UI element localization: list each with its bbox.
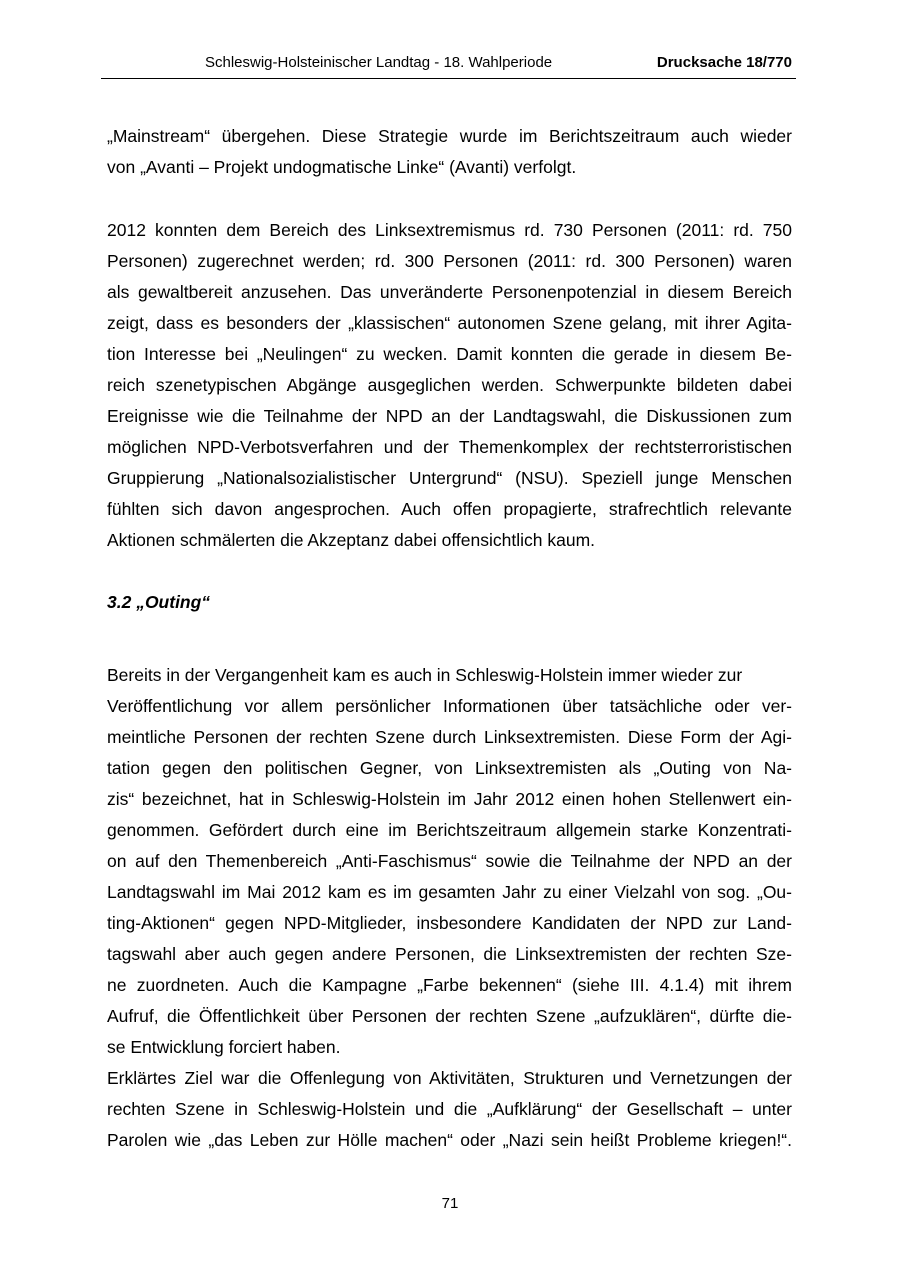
text-line: Gruppierung „Nationalsozialistischer Untergrund“ (NSU). Speziell junge Menschen [107, 468, 792, 488]
paragraph-1 [107, 121, 792, 183]
text-line: reich szenetypischen Abgänge ausgeglichen werden. Schwerpunkte bildeten dabei [107, 375, 792, 395]
text-line: Personen) zugerechnet werden; rd. 300 Personen (2011: rd. 300 Personen) waren [107, 251, 792, 271]
text-line: Aktionen schmälerten die Akzeptanz dabei offensichtlich kaum. [107, 530, 596, 550]
text-line: Ereignisse wie die Teilnahme der NPD an der Landtagswahl, die Diskussionen zum [107, 406, 792, 426]
text-line: meintliche Personen der rechten Szene durch Linksextremisten. Diese Form der Agi- [107, 727, 792, 747]
text-line: ting-Aktionen“ gegen NPD-Mitglieder, insbesondere Kandidaten der NPD zur Land- [107, 913, 792, 933]
text-line: on auf den Themenbereich „Anti-Faschismus“ sowie die Teilnahme der NPD an der [107, 851, 792, 871]
text-line: Aufruf, die Öffentlichkeit über Personen der rechten Szene „aufzuklären“, dürfte die- [107, 1006, 792, 1026]
text-line: zeigt, dass es besonders der „klassischen“ autonomen Szene gelang, mit ihrer Agita- [107, 313, 792, 333]
page-header [101, 50, 796, 79]
text-line: tation gegen den politischen Gegner, von Linksextremisten als „Outing von Na- [107, 758, 792, 778]
text-line: „Mainstream“ übergehen. Diese Strategie wurde im Berichtszeitraum auch wieder [107, 126, 792, 146]
text-line: als gewaltbereit anzusehen. Das unveränderte Personenpotenzial in diesem Bereich [107, 282, 792, 302]
text-line: tagswahl aber auch gegen andere Personen, die Linksextremisten der rechten Sze- [107, 944, 792, 964]
text-line: zis“ bezeichnet, hat in Schleswig-Holstein im Jahr 2012 einen hohen Stellenwert ein- [107, 789, 792, 809]
text-line: Parolen wie „das Leben zur Hölle machen“ oder „Nazi sein heißt Probleme kriegen!“. [107, 1130, 792, 1150]
text-line: 2012 konnten dem Bereich des Linksextremismus rd. 730 Personen (2011: rd. 750 [107, 220, 792, 240]
text-line: Veröffentlichung vor allem persönlicher Informationen über tatsächliche oder ver- [107, 696, 792, 716]
paragraph-2 [107, 215, 792, 556]
text-line: fühlten sich davon angesprochen. Auch offen propagierte, strafrechtlich relevante [107, 499, 792, 519]
text-line: Erklärtes Ziel war die Offenlegung von Aktivitäten, Strukturen und Vernetzungen der [107, 1068, 792, 1088]
text-line: von „Avanti – Projekt undogmatische Linke“ (Avanti) verfolgt. [107, 157, 577, 177]
text-line: se Entwicklung forciert haben. [107, 1037, 341, 1057]
section-heading: 3.2 „Outing“ [107, 592, 211, 612]
text-line: Landtagswahl im Mai 2012 kam es im gesamten Jahr zu einer Vielzahl von sog. „Ou- [107, 882, 792, 902]
paragraph-3 [107, 660, 792, 1156]
header-title: Schleswig-Holsteinischer Landtag - 18. Wahlperiode [205, 54, 553, 71]
text-line: rechten Szene in Schleswig-Holstein und die „Aufklärung“ der Gesellschaft – unter [107, 1099, 792, 1119]
page-number: 71 [441, 1195, 459, 1212]
text-line: genommen. Gefördert durch eine im Berichtszeitraum allgemein starke Konzentrati- [107, 820, 792, 840]
text-line: möglichen NPD-Verbotsverfahren und der Themenkomplex der rechtsterroristischen [107, 437, 792, 457]
text-line: tion Interesse bei „Neulingen“ zu wecken. Damit konnten die gerade in diesem Be- [107, 344, 792, 364]
text-line: ne zuordneten. Auch die Kampagne „Farbe bekennen“ (siehe III. 4.1.4) mit ihrem [107, 975, 792, 995]
text-line: Bereits in der Vergangenheit kam es auch in Schleswig-Holstein immer wieder zur [107, 665, 743, 685]
document-number: Drucksache 18/770 [656, 54, 792, 71]
